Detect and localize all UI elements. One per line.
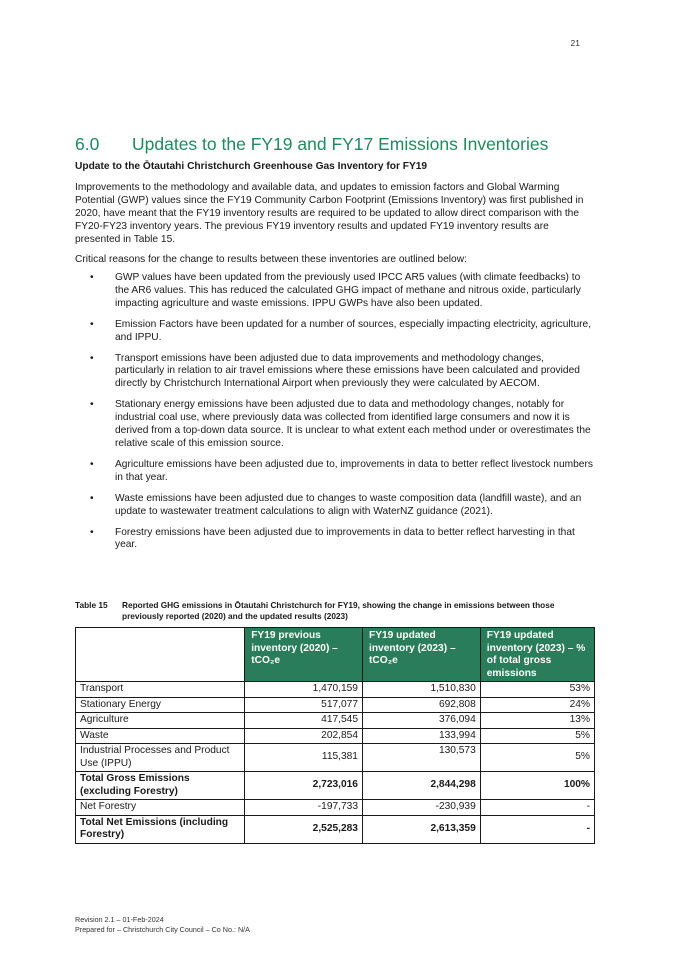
pct-value: 53% (480, 682, 594, 698)
reasons-list (75, 272, 595, 560)
row-label: Total Gross Emissions (excluding Forestry) (76, 772, 245, 800)
reasons-intro-paragraph: Critical reasons for the change to results between these inventories are outlined below: (75, 254, 467, 265)
table-row (76, 713, 595, 729)
list-item: • GWP values have been updated from the previously used IPCC AR5 values (with climate feedbacks) to the AR6 values. This has reduced the calculated GHG impact of methane and nitrous oxide, particularly impacting agriculture and waste emissions. IPPU GWPs have also been updated. (90, 272, 581, 309)
row-label: Transport (76, 682, 245, 698)
intro-paragraph: Improvements to the methodology and available data, and updates to emission factors and Global Warming Potential (GWP) values since the FY19 Community Carbon Footprint (Emissions Inventory) was first published in 2020, have meant that the FY19 inventory results are required to be updated to allow direct comparison with the FY20-FY23 inventory years. The previous FY19 inventory results and updated FY19 inventory results are presented in Table 15. (75, 182, 584, 245)
subheading: Update to the Ōtautahi Christchurch Greenhouse Gas Inventory for FY19 (75, 161, 428, 172)
updated-value: 376,094 (362, 713, 480, 729)
table-header-row (76, 628, 595, 682)
prev-value: 2,525,283 (245, 815, 363, 843)
prev-value: 2,723,016 (245, 772, 363, 800)
prev-value: 417,545 (245, 713, 363, 729)
row-label: Net Forestry (76, 800, 245, 816)
list-item: • Transport emissions have been adjusted due to data improvements and methodology changes, particularly in relation to air travel emissions where these emissions have been calculated and provided directly by Christchurch International Airport when previously they were calculated by AECOM. (90, 352, 580, 390)
table-header-cell: FY19 updated inventory (2023) – tCO₂e (362, 628, 480, 682)
pct-value: - (480, 815, 594, 843)
row-label: Waste (76, 728, 245, 744)
list-item: • Forestry emissions have been adjusted due to improvements in data to better reflect harvesting in that year. (90, 526, 575, 551)
bullet-icon: • (90, 526, 94, 538)
prev-value: 517,077 (245, 697, 363, 713)
table-row (76, 728, 595, 744)
bullet-icon: • (90, 492, 94, 504)
footer-prepared-for: Prepared for – Christchurch City Council – Co No.: N/A (75, 925, 250, 934)
pct-value: - (480, 800, 594, 816)
table-row (76, 682, 595, 698)
table-row (76, 697, 595, 713)
table-row (76, 744, 595, 772)
updated-value: -230,939 (362, 800, 480, 816)
table-caption-id: Table 15 (75, 600, 108, 610)
table-caption-text: Reported GHG emissions in Ōtautahi Christchurch for FY19, showing the change in emissions between those previously reported (2020) and the updated results (2023) (122, 600, 555, 621)
updated-value: 2,844,298 (362, 772, 480, 800)
table-row-total-net (76, 815, 595, 843)
bullet-icon: • (90, 272, 94, 283)
prev-value: 115,381 (245, 744, 363, 772)
bullet-icon: • (90, 399, 94, 411)
pct-value: 24% (480, 697, 594, 713)
row-label: Stationary Energy (76, 697, 245, 713)
list-item: • Emission Factors have been updated for a number of sources, especially impacting electricity, agriculture, and IPPU. (90, 318, 592, 343)
list-item: • Agriculture emissions have been adjusted due to, improvements in data to better reflect livestock numbers in that year. (90, 458, 593, 483)
row-label: Industrial Processes and Product Use (IPPU) (76, 744, 245, 772)
updated-value: 2,613,359 (362, 815, 480, 843)
page-footer (75, 915, 250, 935)
list-item: • Waste emissions have been adjusted due to changes to waste composition data (landfill waste), and an update to wastewater treatment calculations to align with WaterNZ guidance (2021). (90, 492, 582, 517)
updated-value: 130,573 (362, 744, 480, 772)
emissions-table (75, 627, 595, 844)
section-number: 6.0 (75, 134, 100, 154)
updated-value: 692,808 (362, 697, 480, 713)
pct-value: 13% (480, 713, 594, 729)
bullet-icon: • (90, 318, 94, 330)
table-row-total-gross (76, 772, 595, 800)
updated-value: 133,994 (362, 728, 480, 744)
footer-revision: Revision 2.1 – 01-Feb-2024 (75, 915, 164, 924)
table-header-cell: FY19 previous inventory (2020) – tCO₂e (245, 628, 363, 682)
bullet-icon: • (90, 458, 94, 470)
section-title: Updates to the FY19 and FY17 Emissions Inventories (132, 134, 549, 154)
bullet-icon: • (90, 352, 94, 364)
row-label: Agriculture (76, 713, 245, 729)
row-label: Total Net Emissions (including Forestry) (76, 815, 245, 843)
section-heading (75, 134, 548, 155)
table-caption (75, 600, 595, 622)
list-item: • Stationary energy emissions have been adjusted due to data and methodology changes, notably for industrial coal use, where previously data was collected from identified large consumers and now it is derived from a top-down data source. It is unclear to what extent each method under or overestimates the relative scale of this emission source. (90, 399, 591, 449)
pct-value: 100% (480, 772, 594, 800)
table-header-cell: FY19 updated inventory (2023) – % of total gross emissions (480, 628, 594, 682)
pct-value: 5% (480, 744, 594, 772)
prev-value: 202,854 (245, 728, 363, 744)
table-header-cell (76, 628, 245, 682)
pct-value: 5% (480, 728, 594, 744)
table-row (76, 800, 595, 816)
updated-value: 1,510,830 (362, 682, 480, 698)
page-number: 21 (570, 38, 580, 48)
prev-value: -197,733 (245, 800, 363, 816)
prev-value: 1,470,159 (245, 682, 363, 698)
